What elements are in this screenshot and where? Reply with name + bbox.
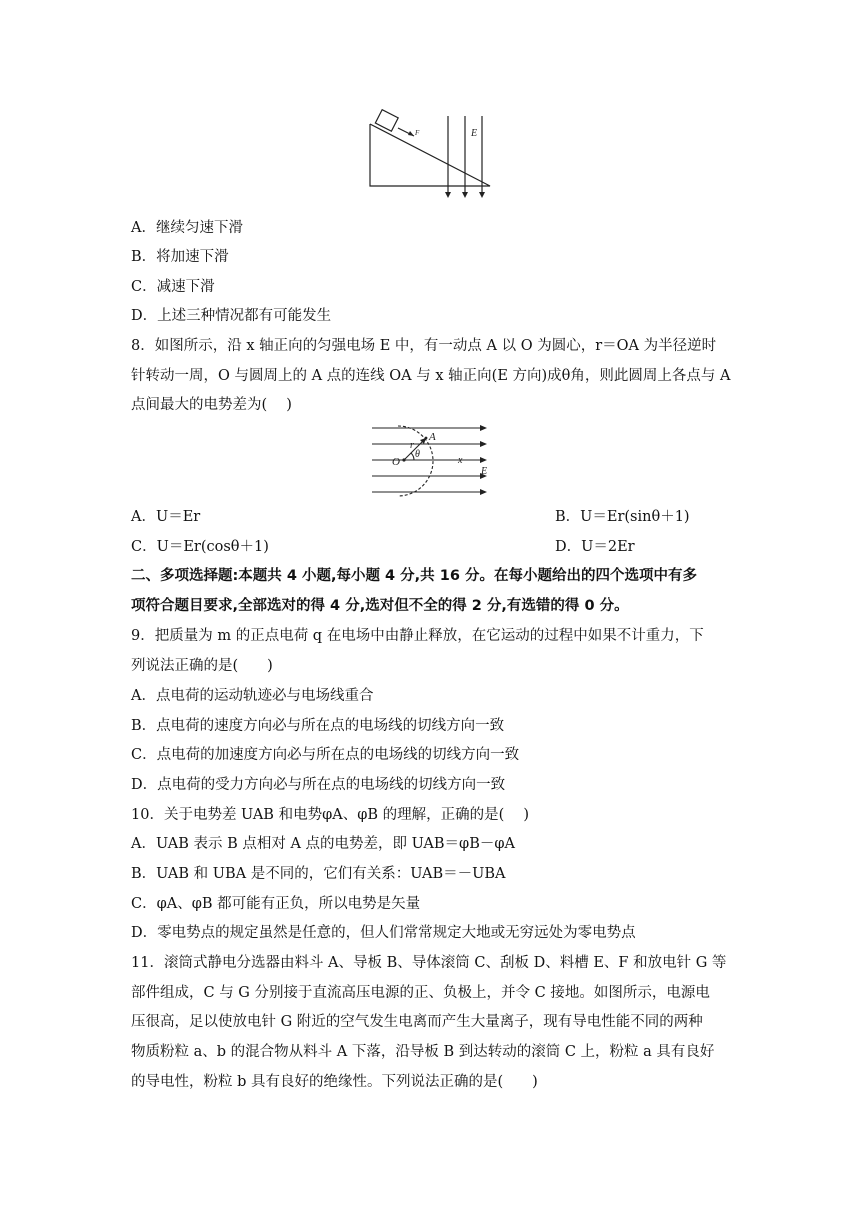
q11-stem-line-4: 物质粉粒 a、b 的混合物从料斗 A 下落，沿导板 B 到达转动的滚筒 C 上，粉粒 a 具有良好 bbox=[131, 1044, 715, 1060]
q8-stem-line-3: 点间最大的电势差为( ) bbox=[131, 397, 292, 413]
label-E: E bbox=[471, 128, 478, 139]
q9-stem-line-1: 9．把质量为 m 的正点电荷 q 在电场中由静止释放，在它运动的过程中如果不计重力，下 bbox=[131, 628, 704, 644]
section2-heading-line-2: 项符合题目要求,全部选对的得 4 分,选对但不全的得 2 分,有选错的得 0 分。 bbox=[131, 598, 629, 614]
label-x: x bbox=[458, 455, 463, 466]
q7-option-b: B．将加速下滑 bbox=[131, 249, 229, 265]
q7-option-d: D．上述三种情况都有可能发生 bbox=[131, 308, 332, 324]
q9-stem-line-2: 列说法正确的是( ) bbox=[131, 658, 273, 674]
q8-option-d: D．U＝2Er bbox=[555, 539, 635, 555]
q9-option-c: C．点电荷的加速度方向必与所在点的电场线的切线方向一致 bbox=[131, 747, 520, 763]
q10-option-d: D．零电势点的规定虽然是任意的，但人们常常规定大地或无穷远处为零电势点 bbox=[131, 925, 636, 941]
q7-option-c: C．减速下滑 bbox=[131, 279, 215, 295]
q11-stem-line-5: 的导电性，粉粒 b 具有良好的绝缘性。下列说法正确的是( ) bbox=[131, 1074, 538, 1090]
q8-option-b: B．U＝Er(sinθ＋1) bbox=[555, 509, 690, 525]
incline-field-figure bbox=[362, 108, 494, 202]
circle-field-figure bbox=[368, 422, 498, 500]
q7-option-a: A．继续匀速下滑 bbox=[131, 220, 243, 236]
q10-stem: 10．关于电势差 UAB 和电势φA、φB 的理解，正确的是( ) bbox=[131, 807, 530, 823]
section2-heading-line-1: 二、多项选择题:本题共 4 小题,每小题 4 分,共 16 分。在每小题给出的四个选项中有多 bbox=[131, 568, 697, 584]
label-theta: θ bbox=[415, 449, 420, 460]
label-A: A bbox=[429, 431, 436, 443]
q10-option-a: A．UAB 表示 B 点相对 A 点的电势差，即 UAB＝φB－φA bbox=[131, 836, 515, 852]
q11-stem-line-2: 部件组成，C 与 G 分别接于直流高压电源的正、负极上，并令 C 接地。如图所示，电源电 bbox=[131, 985, 710, 1001]
q10-option-c: C．φA、φB 都可能有正负，所以电势是矢量 bbox=[131, 896, 421, 912]
q9-option-b: B．点电荷的速度方向必与所在点的电场线的切线方向一致 bbox=[131, 718, 505, 734]
q11-stem-line-3: 压很高，足以使放电针 G 附近的空气发生电离而产生大量离子，现有导电性能不同的两种 bbox=[131, 1014, 703, 1030]
q8-stem-line-1: 8．如图所示，沿 x 轴正向的匀强电场 E 中，有一动点 A 以 O 为圆心，r＝OA 为半径逆时 bbox=[131, 338, 717, 354]
label-F: F bbox=[415, 129, 420, 137]
label-r: r bbox=[410, 440, 414, 451]
q10-option-b: B．UAB 和 UBA 是不同的，它们有关系：UAB＝－UBA bbox=[131, 866, 506, 882]
label-O: O bbox=[392, 456, 400, 468]
q8-option-a: A．U＝Er bbox=[131, 509, 201, 525]
theta-arc bbox=[411, 453, 414, 460]
q9-option-a: A．点电荷的运动轨迹必与电场线重合 bbox=[131, 688, 374, 704]
q11-stem-line-1: 11．滚筒式静电分选器由料斗 A、导板 B、导体滚筒 C、刮板 D、料槽 E、F 和放电针 G 等 bbox=[131, 955, 727, 971]
q8-option-c: C．U＝Er(cosθ＋1) bbox=[131, 539, 269, 555]
label-E: E bbox=[481, 466, 488, 477]
q9-option-d: D．点电荷的受力方向必与所在点的电场线的切线方向一致 bbox=[131, 777, 506, 793]
q8-stem-line-2: 针转动一周，O 与圆周上的 A 点的连线 OA 与 x 轴正向(E 方向)成θ角，则此圆周上各点与 A bbox=[131, 368, 731, 384]
